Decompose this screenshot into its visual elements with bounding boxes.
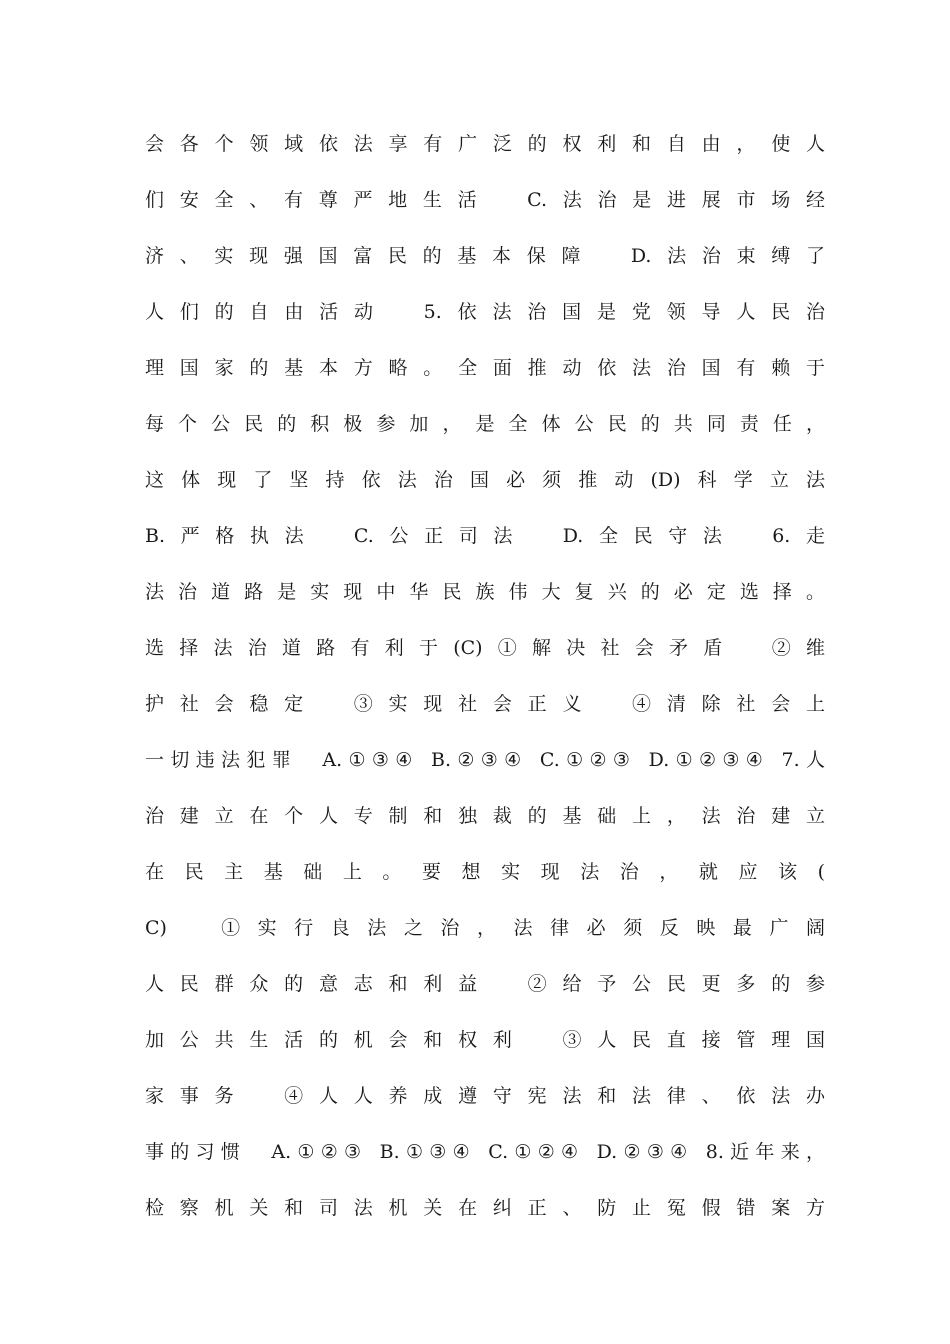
text-line: 每个公民的积极参加，是全体公民的共同责任， [145,413,825,435]
text-line: 护社会稳定 ③实现社会正义 ④清除社会上 [145,693,825,715]
text-line: 检察机关和司法机关在纠正、防止冤假错案方 [145,1197,825,1219]
text-line: 家事务 ④人人养成遵守宪法和法律、依法办 [145,1085,825,1107]
text-line: 选择法治道路有利于(C)①解决社会矛盾 ②维 [145,637,825,659]
text-line: 一切违法犯罪 A.①③④ B.②③④ C.①②③ D.①②③④ 7.人 [145,749,825,771]
text-line: 法治道路是实现中华民族伟大复兴的必定选择。 [145,581,825,603]
body-text [145,122,825,1242]
text-line: 会各个领域依法享有广泛的权利和自由，使人 [145,133,825,155]
text-line: 这体现了坚持依法治国必须推动(D)科学立法 [145,469,825,491]
text-line: 人们的自由活动 5.依法治国是党领导人民治 [145,301,825,323]
text-line: 人民群众的意志和利益 ②给予公民更多的参 [145,973,825,995]
text-line: B.严格执法 C.公正司法 D.全民守法 6.走 [145,525,825,547]
text-line: 加公共生活的机会和权利 ③人民直接管理国 [145,1029,825,1051]
text-line: 们安全、有尊严地生活 C.法治是进展市场经 [145,189,825,211]
text-line: 在民主基础上。要想实现法治，就应该( [145,861,825,883]
text-line: 事的习惯 A.①②③ B.①③④ C.①②④ D.②③④ 8.近年来， [145,1141,825,1163]
text-line: 济、实现强国富民的基本保障 D.法治束缚了 [145,245,825,267]
text-line: C) ①实行良法之治，法律必须反映最广阔 [145,917,825,939]
text-line: 理国家的基本方略。全面推动依法治国有赖于 [145,357,825,379]
text-line: 治建立在个人专制和独裁的基础上，法治建立 [145,805,825,827]
